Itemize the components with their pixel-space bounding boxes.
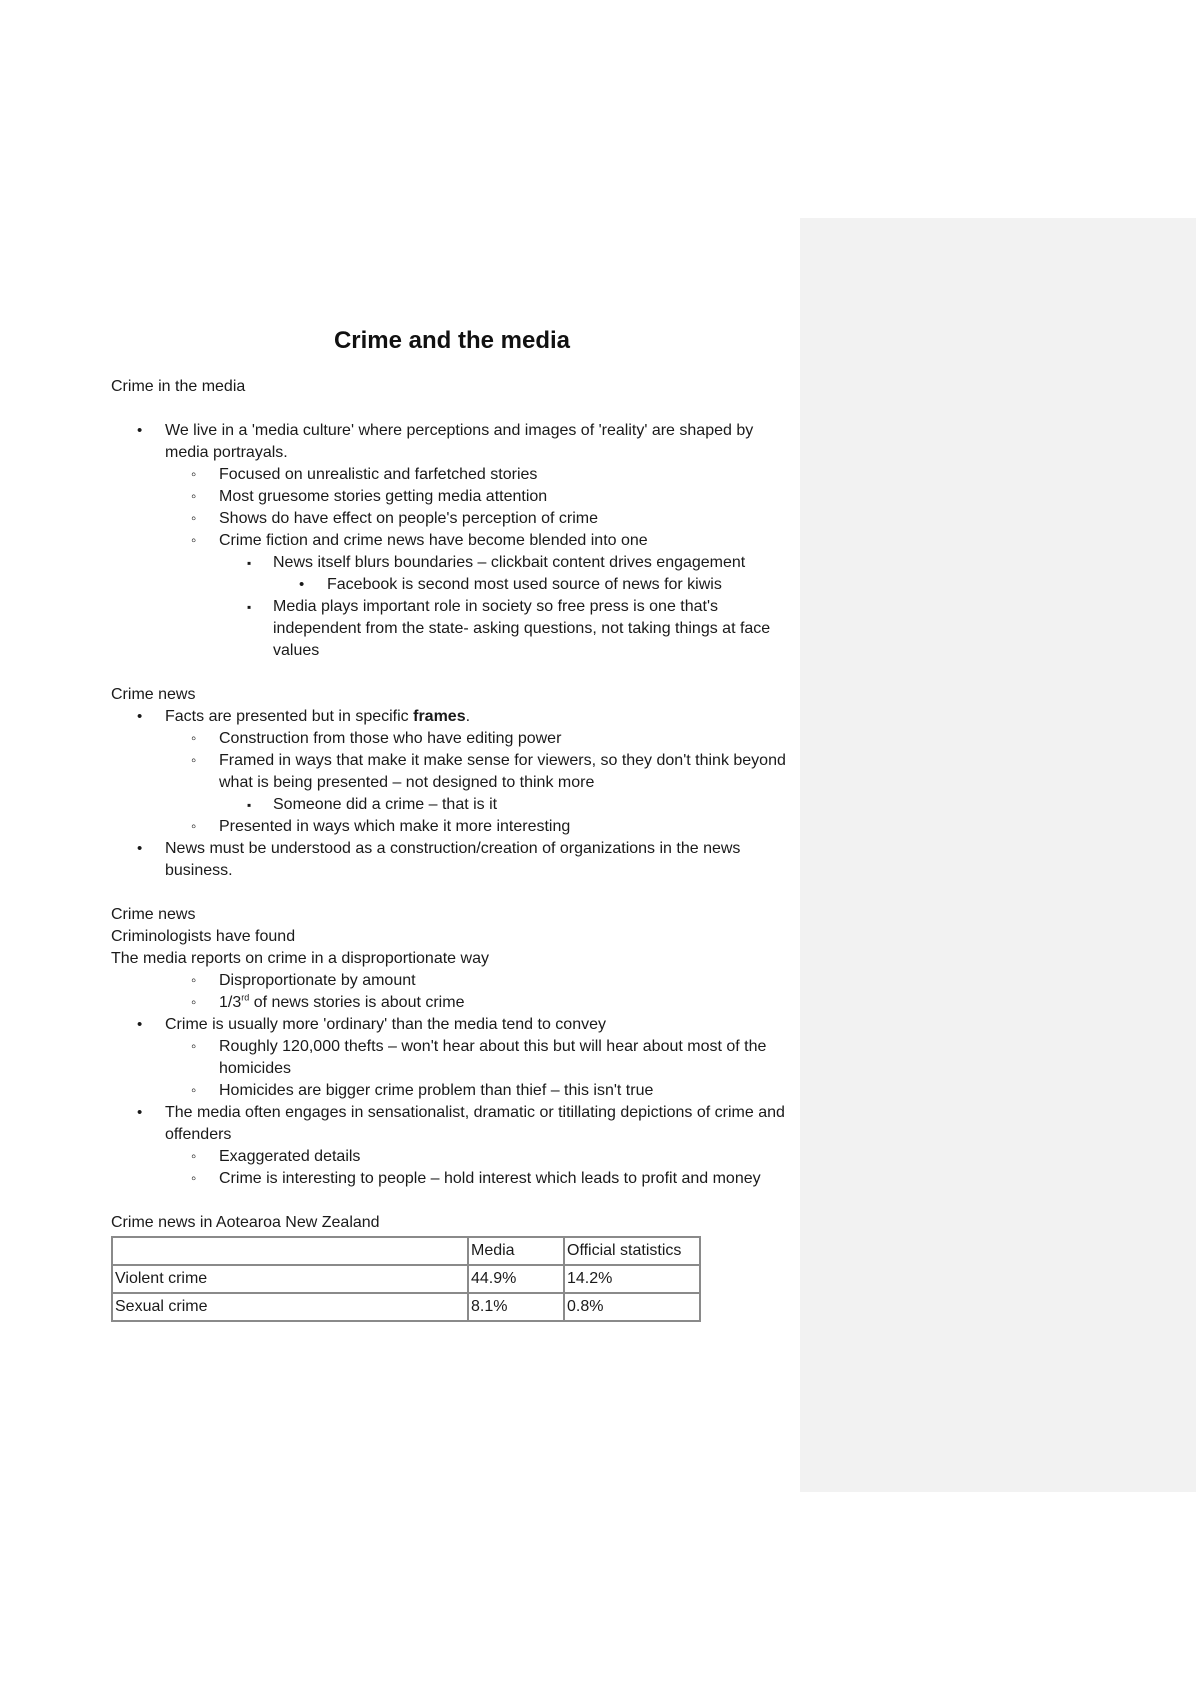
section-heading: Crime in the media	[111, 378, 246, 395]
list-item: ▪ Media plays important role in society so free press is one that's independent from the state- asking questions, not taking things at face values	[273, 596, 793, 662]
table-header-cell: Official statistics	[564, 1237, 700, 1265]
table-cell: Violent crime	[112, 1265, 468, 1293]
table-cell: 8.1%	[468, 1293, 564, 1321]
list-item: ◦ Disproportionate by amount	[219, 970, 793, 992]
list-group	[165, 970, 793, 1014]
comment-pane	[800, 218, 1196, 1492]
paragraph: The media reports on crime in a disproportionate way	[111, 950, 489, 967]
list-item: ◦ Roughly 120,000 thefts – won't hear about this but will hear about most of the homicides	[219, 1036, 793, 1080]
superscript: rd	[241, 992, 250, 1003]
list-item-text: of news stories is about crime	[249, 994, 465, 1011]
table-header-cell: Media	[468, 1237, 564, 1265]
list-item: ◦ Most gruesome stories getting media attention	[219, 486, 793, 508]
table-header-row	[112, 1237, 700, 1265]
list-item: ◦ Homicides are bigger crime problem than thief – this isn't true	[219, 1080, 793, 1102]
list-item: ◦ Shows do have effect on people's perception of crime	[219, 508, 793, 530]
list-item-text: The media often engages in sensationalist, dramatic or titillating depictions of crime and offenders	[165, 1104, 785, 1143]
list-item-text: Crime is usually more 'ordinary' than the media tend to convey	[165, 1016, 606, 1033]
paragraph: Criminologists have found	[111, 928, 296, 945]
list-item-text: We live in a 'media culture' where perceptions and images of 'reality' are shaped by media portrayals.	[165, 422, 754, 461]
list-item-text: .	[465, 708, 471, 725]
table-cell: Sexual crime	[112, 1293, 468, 1321]
list-item	[165, 420, 793, 662]
list-item: ▪ Someone did a crime – that is it	[273, 794, 793, 816]
list-item-text: Facts are presented but in specific	[165, 708, 414, 725]
bullet-list	[111, 706, 793, 882]
list-item	[273, 552, 793, 596]
list-item	[165, 1014, 793, 1102]
list-item: ◦ Crime is interesting to people – hold interest which leads to profit and money	[219, 1168, 793, 1190]
bullet-list	[111, 420, 793, 662]
section-heading: Crime news	[111, 906, 196, 923]
list-item: • News must be understood as a construction/creation of organizations in the news business.	[165, 838, 793, 882]
table-cell: 44.9%	[468, 1265, 564, 1293]
table-cell: 0.8%	[564, 1293, 700, 1321]
list-item	[219, 530, 793, 662]
list-item	[165, 1102, 793, 1190]
section-heading: Crime news	[111, 686, 196, 703]
table-row	[112, 1293, 700, 1321]
document-title: Crime and the media	[333, 327, 571, 354]
list-item: ◦ Presented in ways which make it more interesting	[219, 816, 793, 838]
table-header-cell	[112, 1237, 468, 1265]
statistics-table	[111, 1236, 701, 1322]
table-row	[112, 1265, 700, 1293]
section-heading: Crime news in Aotearoa New Zealand	[111, 1214, 380, 1231]
bullet-list	[111, 970, 793, 1190]
list-item: ◦ Focused on unrealistic and farfetched stories	[219, 464, 793, 486]
list-item	[165, 706, 793, 838]
list-item: ◦ Exaggerated details	[219, 1146, 793, 1168]
table-cell: 14.2%	[564, 1265, 700, 1293]
list-item: ◦ Construction from those who have editing power	[219, 728, 793, 750]
list-item-text: Crime fiction and crime news have become blended into one	[219, 532, 648, 549]
list-item: • Facebook is second most used source of news for kiwis	[327, 574, 793, 596]
list-item	[219, 992, 793, 1014]
bold-term: frames	[413, 708, 466, 725]
list-item-text: 1/3	[219, 994, 242, 1011]
list-item-text: News itself blurs boundaries – clickbait content drives engagement	[273, 554, 746, 571]
list-item	[219, 750, 793, 816]
document-page	[111, 326, 793, 1322]
list-item-text: Framed in ways that make it make sense for viewers, so they don't think beyond what is being presented – not designed to think more	[219, 752, 786, 791]
